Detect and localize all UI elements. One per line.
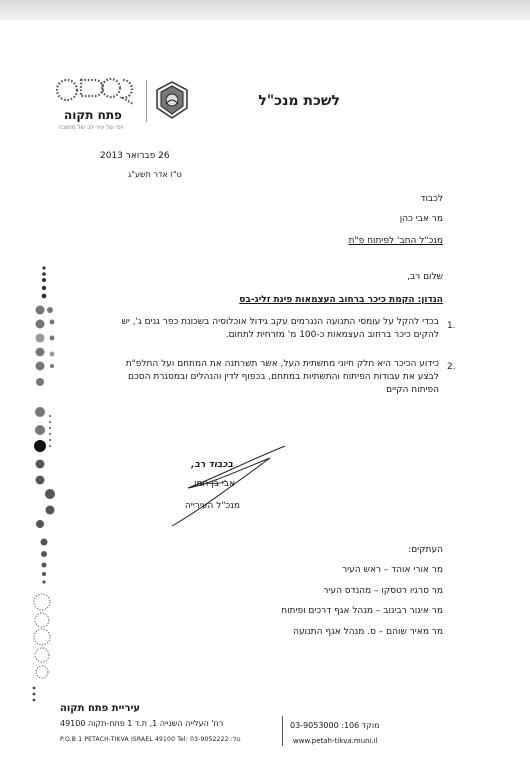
cc-item: מר סרגיו רטסקו – מהנדס העיר — [323, 586, 443, 596]
subject-line: הנדון: הקמת כיכר ברחוב העצמאות פינת זליג-בס — [239, 295, 443, 305]
item-line: בכדי להקל על עומסי התנועה הנגרמים עקב גידול אוכלוסיה בשכונת כפר גנים ג', יש — [121, 317, 439, 327]
office-title: לשכת מנכ"ל — [258, 93, 340, 109]
cc-item: מר איגור רבינוב – מנהל אגף דרכים ופיתוח — [281, 606, 443, 616]
footer-website: www.petah-tikva.muni.il — [293, 737, 378, 745]
item-number: 1. — [447, 321, 456, 331]
footer-hotline: מוקד 106: 03-9053000 — [290, 721, 380, 730]
footer-divider — [282, 716, 283, 746]
cc-item: מר מאיר שוהם – ס. מנהל אגף התנועה — [293, 627, 443, 637]
item-number: 2. — [447, 362, 456, 372]
scan-top-shadow — [0, 0, 530, 20]
footer-municipality-name: עיריית פתח תקוה — [60, 703, 141, 714]
signatory-title: מנכ"ל העירייה — [184, 501, 240, 511]
city-logo-icon — [55, 72, 137, 108]
city-name: פתח תקוה — [64, 108, 122, 122]
item-line: הפיתוח הקיים — [386, 385, 439, 395]
recipient-title: מנכ"ל החב' לפיתוח פ"ת — [348, 236, 443, 246]
recipient-label: לכבוד — [420, 194, 443, 204]
item-line: כידוע הכיכר היא חלק חיוני מתשתית העל, אשר תשרתנה את המתחם ועל החלפ"ת — [125, 359, 439, 369]
letter-date: 26 פברואר 2013 — [100, 151, 170, 161]
hebrew-date: ט"ז אדר תשע"ג — [128, 170, 182, 179]
list-item — [121, 316, 439, 342]
decorative-dots-border — [24, 262, 66, 702]
item-line: לבצע את עבודות הפיתוח והתשתיות במתחם, בכפוף לדין והנהלים ובמסגרת הסכם — [128, 372, 439, 382]
recipient-name: מר אבי כהן — [399, 214, 443, 224]
city-slogan: יופי של עיר לב של מושבה — [58, 124, 124, 131]
list-item — [126, 358, 439, 397]
cc-item: מר אורי אוהד – ראש העיר — [342, 565, 443, 575]
footer-address: רח' העלייה השנייה 1, ת.ד 1 פתח-תקוה 49100 — [60, 719, 224, 728]
municipal-emblem-icon — [154, 80, 190, 120]
cc-label: העתקים: — [408, 545, 443, 555]
greeting: שלום רב, — [407, 272, 443, 282]
header-divider — [146, 80, 147, 122]
signatory-name: אבי בן חמו — [193, 479, 235, 489]
footer-english-address: P.O.B 1 PETACH-TIKVA ISRAEL 49100 Tel: 03-9052222 :טל — [60, 736, 241, 743]
signature-closing: בכבוד רב, — [191, 460, 233, 470]
item-line: להקים כיכר ברחוב העצמאות כ-100 מ' מזרחית לתחום. — [225, 330, 439, 340]
